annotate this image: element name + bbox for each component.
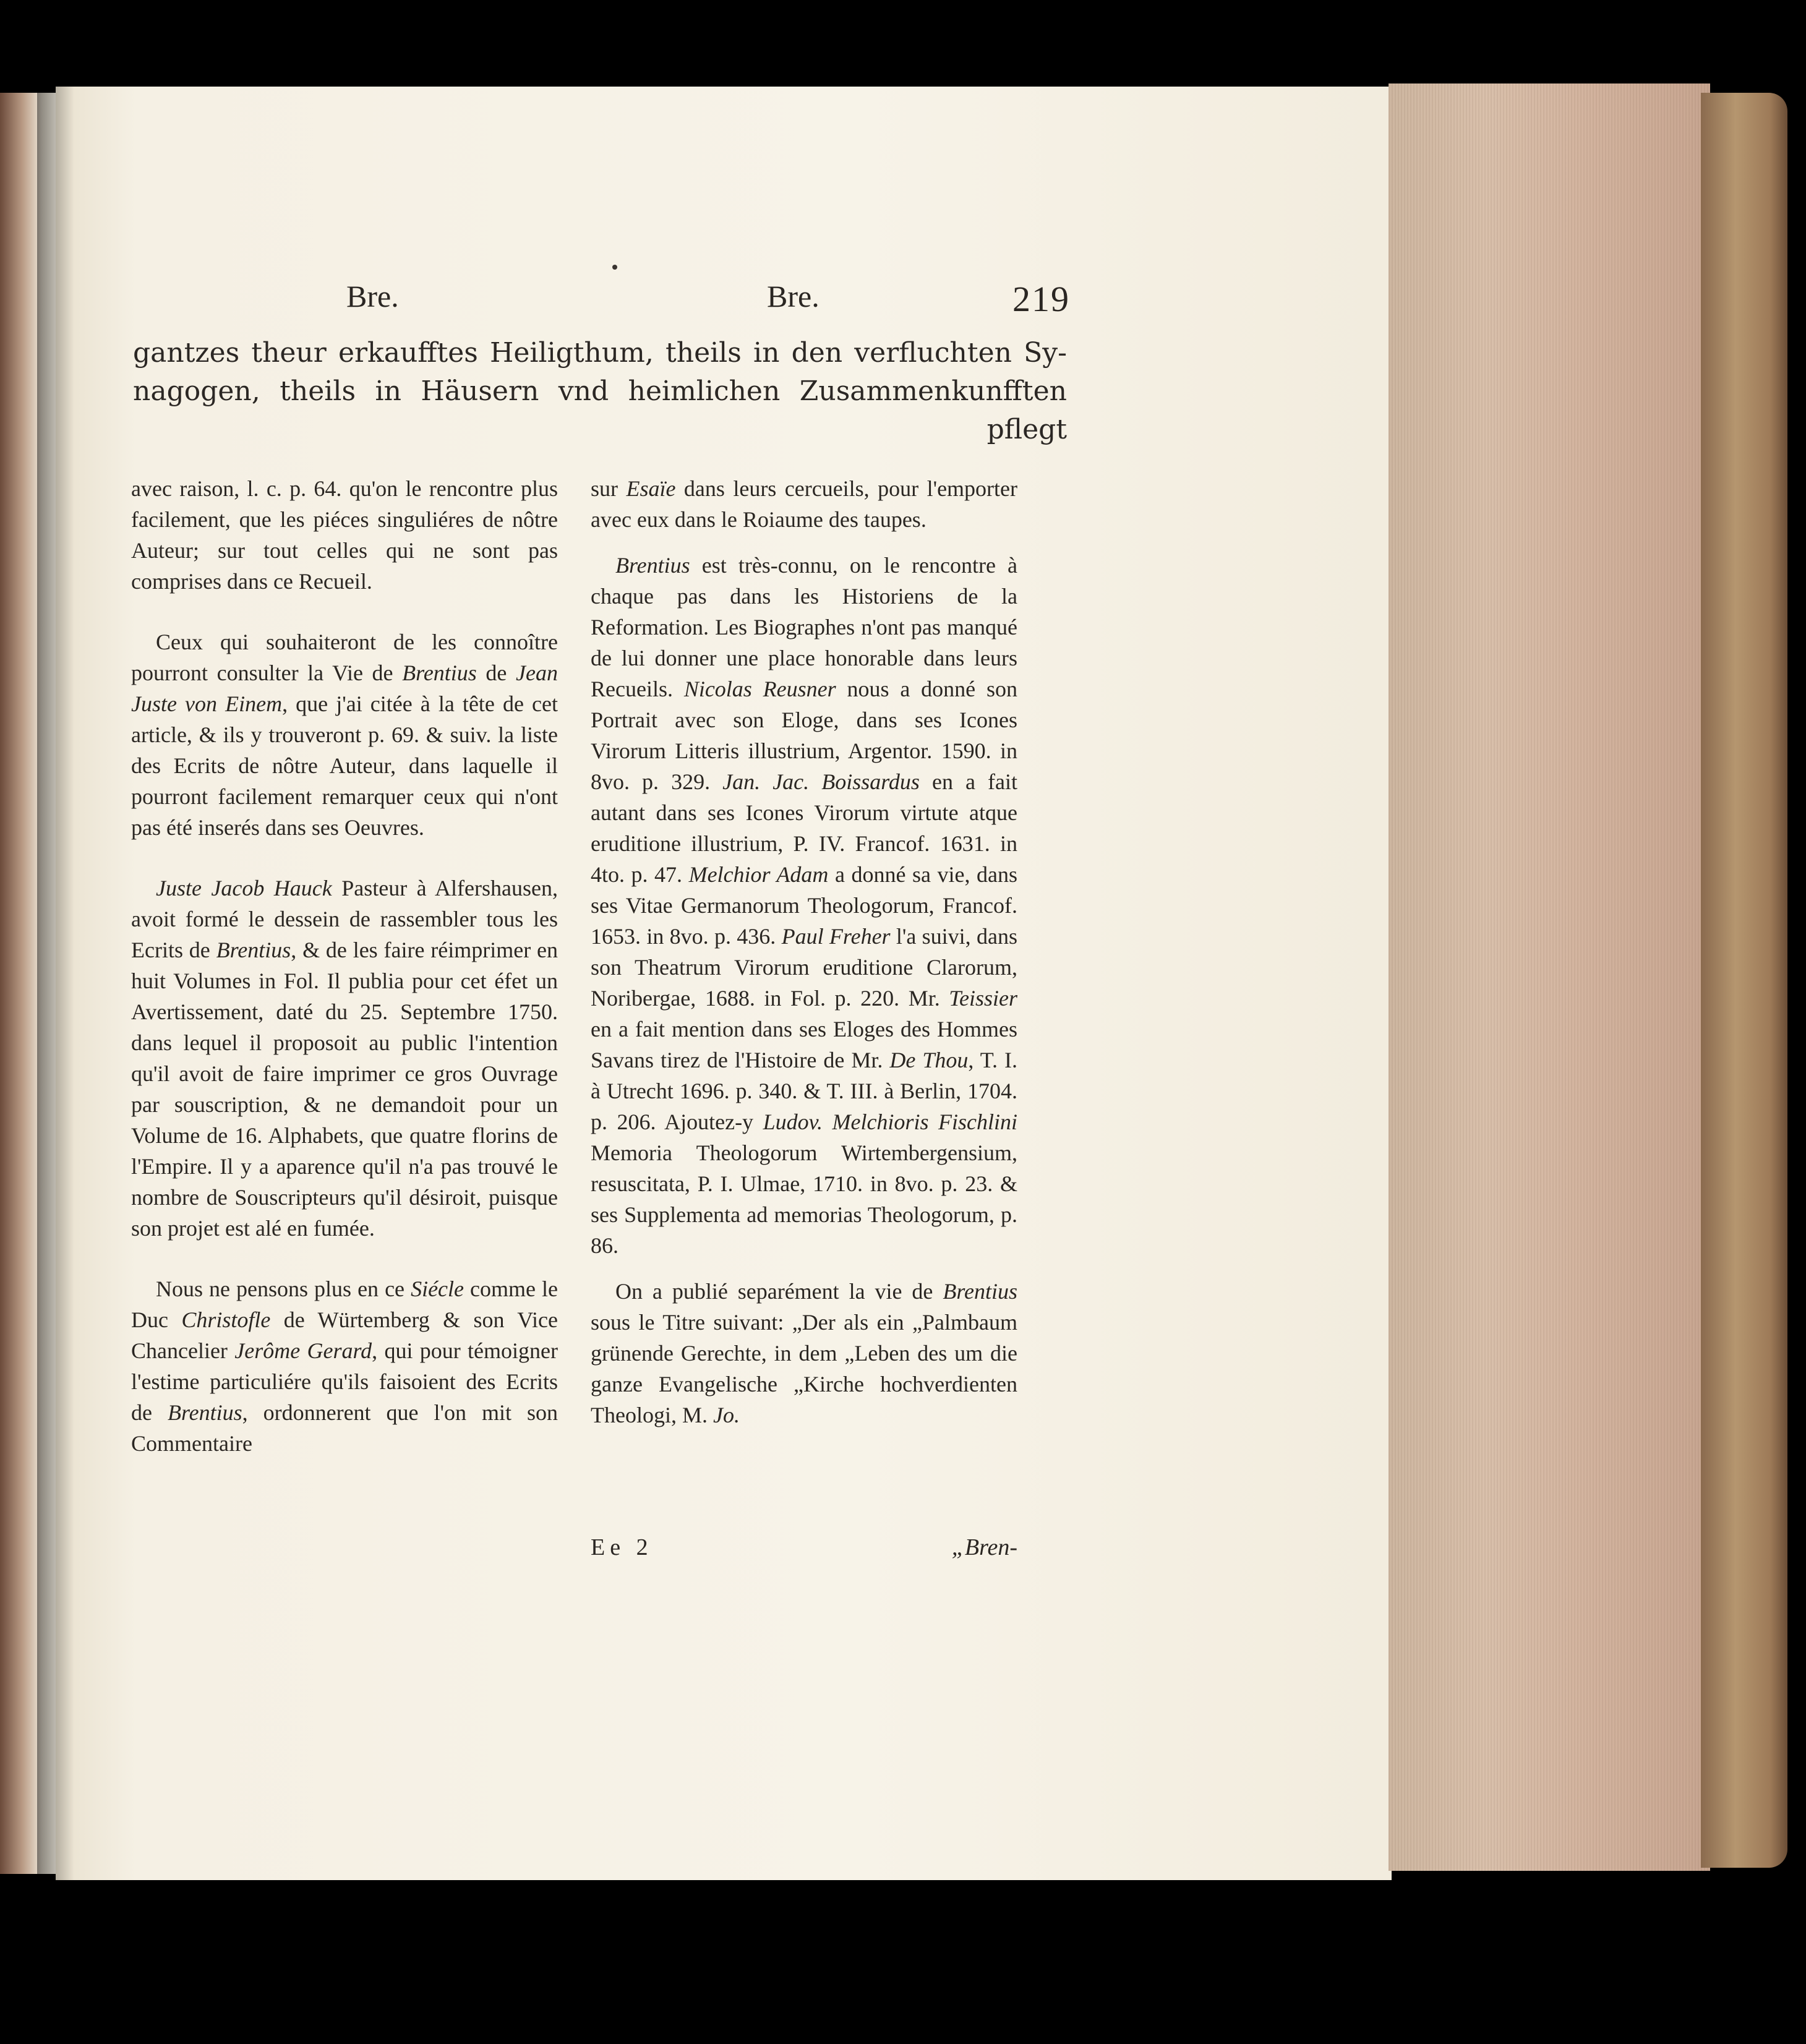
german-line: nagogen, theils in Häusern vnd heimlichen Zusammenkunfften (133, 375, 1067, 407)
german-quotation (133, 334, 1067, 449)
german-line: pflegt (986, 414, 1067, 445)
right-column (591, 473, 1017, 1460)
german-line: gantzes theur erkaufftes Heiligthum, theils in den verfluchten Sy- (133, 337, 1067, 369)
header-center: Bre. (767, 279, 820, 314)
page-footer (591, 1534, 1017, 1571)
signature-mark: Ee 2 (591, 1534, 653, 1560)
paragraph: Ceux qui souhaiteront de les connoître pourront consulter la Vie de Brentius de Jean Juste von Einem, que j'ai citée à la tête de cet article, & ils y trouveront p. 69. & suiv. la liste des Ecrits de nôtre Auteur, dans laquelle il pourront facilement remarquer ceux qui n'ont pas été inserés dans ses Oeuvres. (131, 630, 558, 840)
paragraph: sur Esaïe dans leurs cercueils, pour l'emporter avec eux dans le Roiaume des taupes. (591, 476, 1017, 532)
paragraph: Brentius est très-connu, on le rencontre à chaque pas dans les Historiens de la Reformation. Les Biographes n'ont pas manqué de lui donner une place honorable dans leurs Recueils. Nicolas Reusner nous a donné son Portrait avec son Eloge, dans ses Icones Virorum Litteris illustrium, Argentor. 1590. in 8vo. p. 329. Jan. Jac. Boissardus en a fait autant dans ses Icones Virorum virtute atque eruditione illustrium, P. IV. Francof. 1631. in 4to. p. 47. Melchior Adam a donné sa vie, dans ses Vitae Germanorum Theologorum, Francof. 1653. in 8vo. p. 436. Paul Freher l'a suivi, dans son Theatrum Virorum eruditione Clarorum, Noribergae, 1688. in Fol. p. 220. Mr. Teissier en a fait mention dans ses Eloges des Hommes Savans tirez de l'Histoire de Mr. De Thou, T. I. à Utrecht 1696. p. 340. & T. III. à Berlin, 1704. p. 206. Ajoutez-y Ludov. Melchioris Fischlini Memoria Theologorum Wirtembergensium, resuscitata, P. I. Ulmae, 1710. in 8vo. p. 23. & ses Supplementa ad memorias Theologorum, p. 86. (591, 553, 1018, 1258)
left-column (131, 473, 558, 1489)
paragraph: On a publié separément la vie de Brentius sous le Titre suivant: „Der als ein „Palmbaum grünende Gerechte, in dem „Leben des um die ganze Evangelische „Kirche hochverdienten Theologi, M. Jo. (591, 1279, 1017, 1427)
page-block-fore-edge (1389, 83, 1710, 1871)
running-header (124, 278, 1070, 328)
catchword: „Bren- (951, 1534, 1017, 1560)
ink-dot (612, 265, 617, 270)
paragraph: Nous ne pensons plus en ce Siécle comme le Duc Christofle de Würtemberg & son Vice Chancelier Jerôme Gerard, qui pour témoigner l'estime particuliére qu'ils faisoient des Ecrits de Brentius, ordonnerent que l'on mit son Commentaire (131, 1276, 558, 1456)
paragraph: Juste Jacob Hauck Pasteur à Alfershausen, avoit formé le dessein de rassembler tous les Ecrits de Brentius, & de les faire réimprimer en huit Volumes in Fol. Il publia pour cet éfet un Avertissement, daté du 25. Septembre 1750. dans lequel il proposoit au public l'intention qu'il avoit de faire imprimer ce gros Ouvrage par souscription, & ne demandoit pour un Volume de 16. Alphabets, que quatre florins de l'Empire. Il y a aparence qu'il n'a pas trouvé le nombre de Souscripteurs qu'il désiroit, puisque son projet est alé en fumée. (131, 876, 558, 1241)
gutter-shadow (37, 87, 74, 1880)
paragraph: avec raison, l. c. p. 64. qu'on le rencontre plus facilement, que les piéces singuliéres de nôtre Auteur; sur tout celles qui ne sont pas comprises dans ce Recueil. (131, 476, 558, 594)
page-number: 219 (1012, 279, 1070, 319)
header-left: Bre. (346, 279, 399, 314)
book-cover (1701, 93, 1787, 1868)
